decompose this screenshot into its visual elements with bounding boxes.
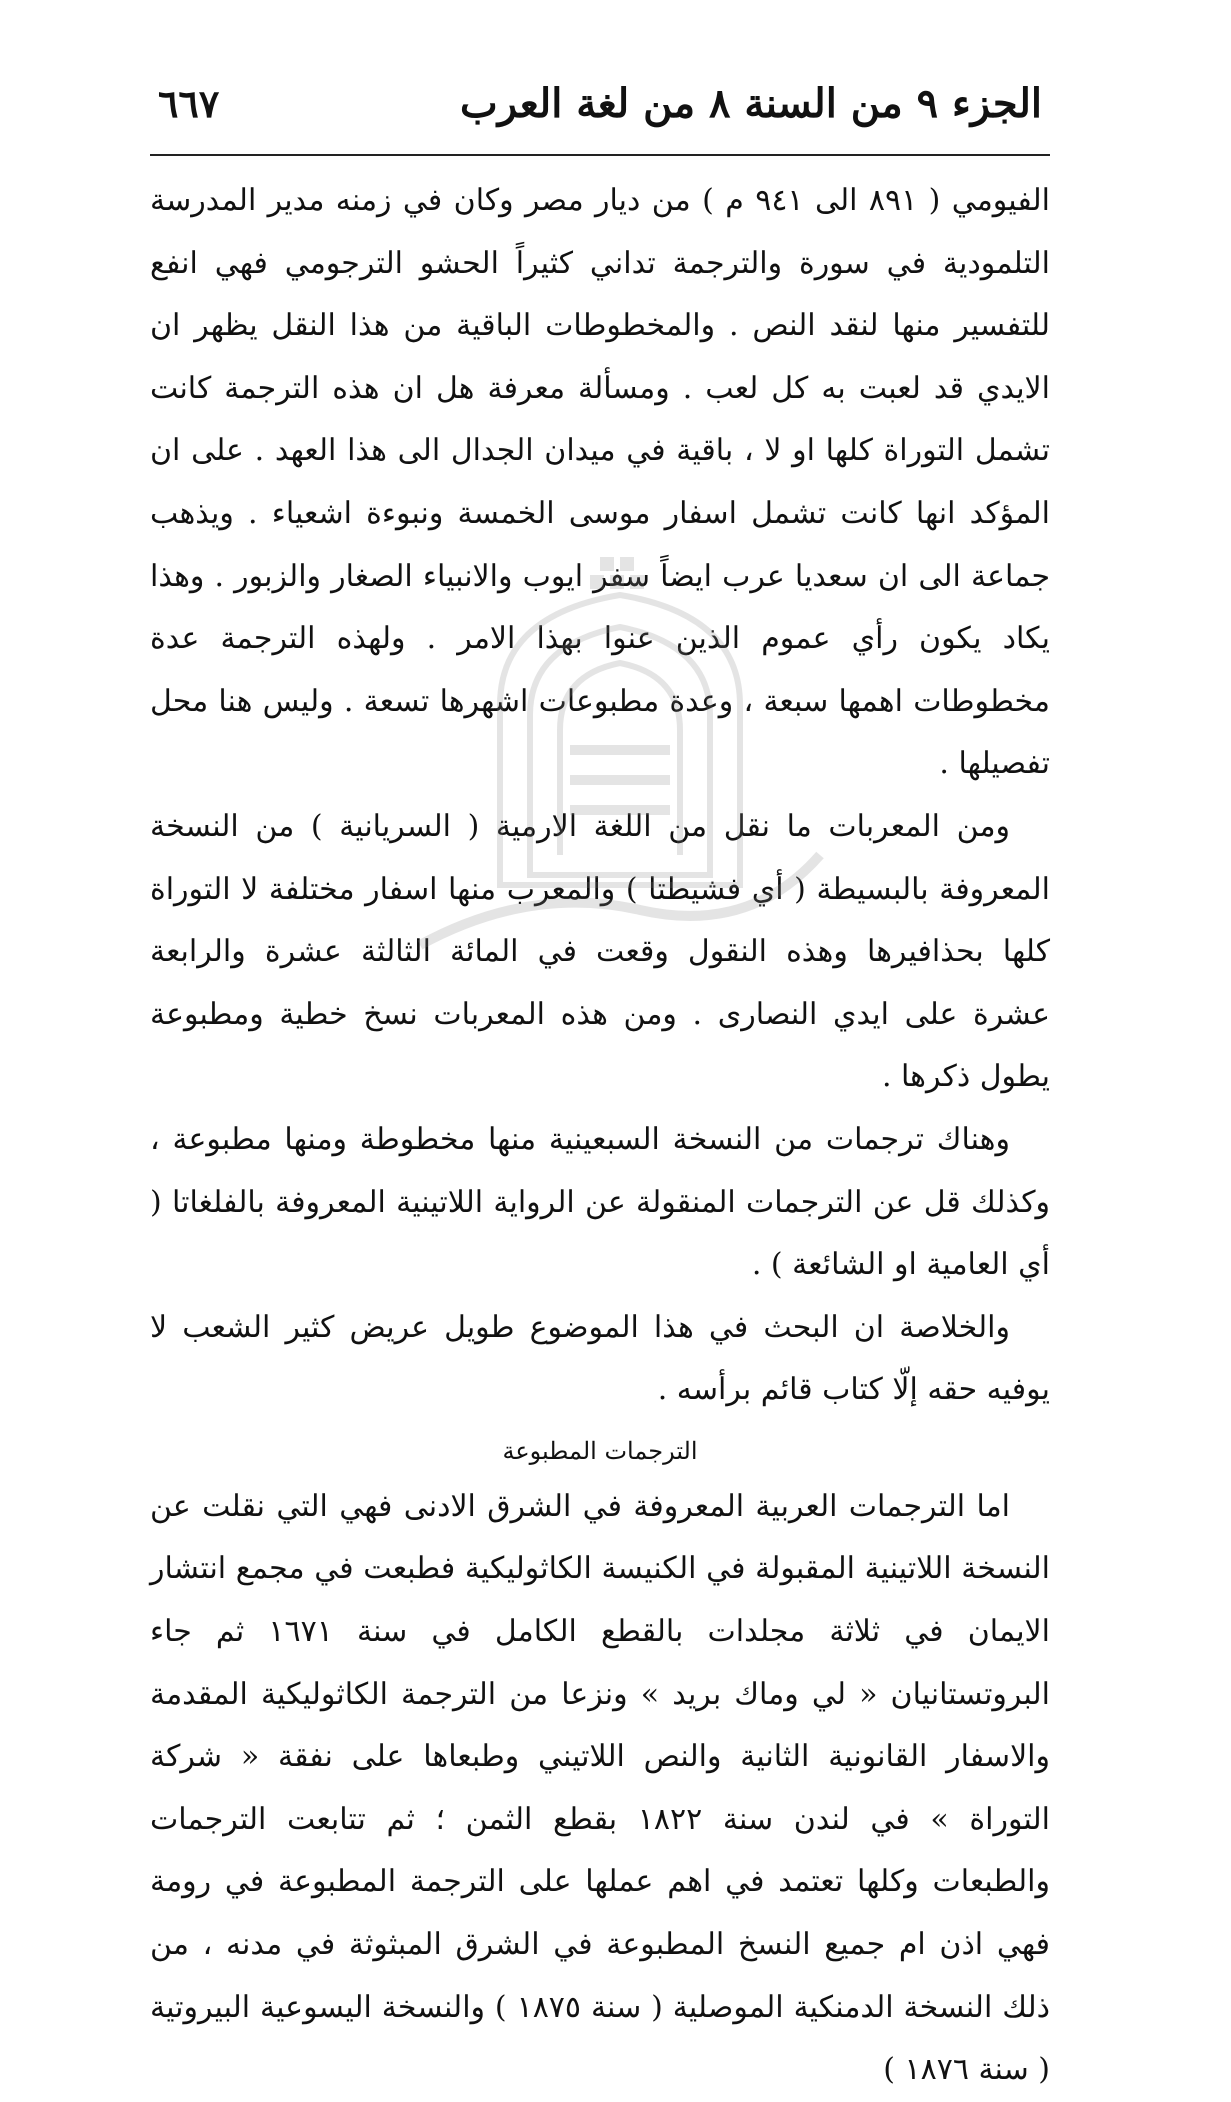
header-rule bbox=[150, 154, 1050, 156]
paragraph-4: والخلاصة ان البحث في هذا الموضوع طويل عريض كثير الشعب لا يوفيه حقه إلّا كتاب قائم برأسه . bbox=[150, 1309, 1050, 1408]
paragraph-1: الفيومي ( ٨٩١ الى ٩٤١ م ) من ديار مصر وكان في زمنه مدير المدرسة التلمودية في سورة والترجمة تداني كثيراً الحشو الترجومي فهي انفع للتفسير منها لنقد النص . والمخطوطات الباقية من هذا النقل يظهر ان الايدي قد لعبت به كل لعب . ومسألة معرفة هل ان هذه الترجمة كانت تشمل التوراة كلها او لا ، باقية في ميدان الجدال الى هذا العهد . على ان المؤكد انها كانت تشمل اسفار موسى الخمسة ونبوءة اشعياء . ويذهب جماعة الى ان سعديا عرب ايضاً سفر ايوب والانبياء الصغار والزبور . وهذا يكاد يكون رأي عموم الذين عنوا بهذا الامر . ولهذه الترجمة عدة مخطوطات اهمها سبعة ، وعدة مطبوعات اشهرها تسعة . وليس هنا محل تفصيلها . bbox=[150, 183, 1050, 782]
header-title: الجزء ٩ من السنة ٨ من لغة العرب bbox=[460, 80, 1042, 127]
paragraph-2: ومن المعربات ما نقل من اللغة الارمية ( السريانية ) من النسخة المعروفة بالبسيطة ( أي فشيطتا ) والمعرب منها اسفار مختلفة لا التوراة كلها بحذافيرها وهذه النقول وقعت في المائة الثالثة عشرة والرابعة عشرة على ايدي النصارى . ومن هذه المعربات نسخ خطية ومطبوعة يطول ذكرها . bbox=[150, 808, 1050, 1095]
document-page bbox=[150, 80, 1050, 2102]
section-heading: الترجمات المطبوعة bbox=[502, 1436, 698, 1465]
page-number: ٦٦٧ bbox=[158, 81, 220, 126]
running-header bbox=[150, 80, 1050, 144]
paragraph-3: وهناك ترجمات من النسخة السبعينية منها مخطوطة ومنها مطبوعة ، وكذلك قل عن الترجمات المنقولة عن الرواية اللاتينية المعروفة بالفلغاتا ( أي العامية او الشائعة ) . bbox=[150, 1121, 1050, 1283]
paragraph-5: اما الترجمات العربية المعروفة في الشرق الادنى فهي التي نقلت عن النسخة اللاتينية المقبولة في الكنيسة الكاثوليكية فطبعت في مجمع انتشار الايمان في ثلاثة مجلدات بالقطع الكامل في سنة ١٦٧١ ثم جاء البروتستانيان « لي وماك بريد » ونزعا من الترجمة الكاثوليكية المقدمة والاسفار القانونية الثانية والنص اللاتيني وطبعاها على نفقة « شركة التوراة » في لندن سنة ١٨٢٢ بقطع الثمن ؛ ثم تتابعت الترجمات والطبعات وكلها تعتمد في اهم عملها على الترجمة المطبوعة في رومة فهي اذن ام جميع النسخ المطبوعة في الشرق المبثوثة في مدنه ، من ذلك النسخة الدمنكية الموصلية ( سنة ١٨٧٥ ) والنسخة اليسوعية البيروتية ( سنة ١٨٧٦ ) bbox=[150, 1488, 1051, 2088]
